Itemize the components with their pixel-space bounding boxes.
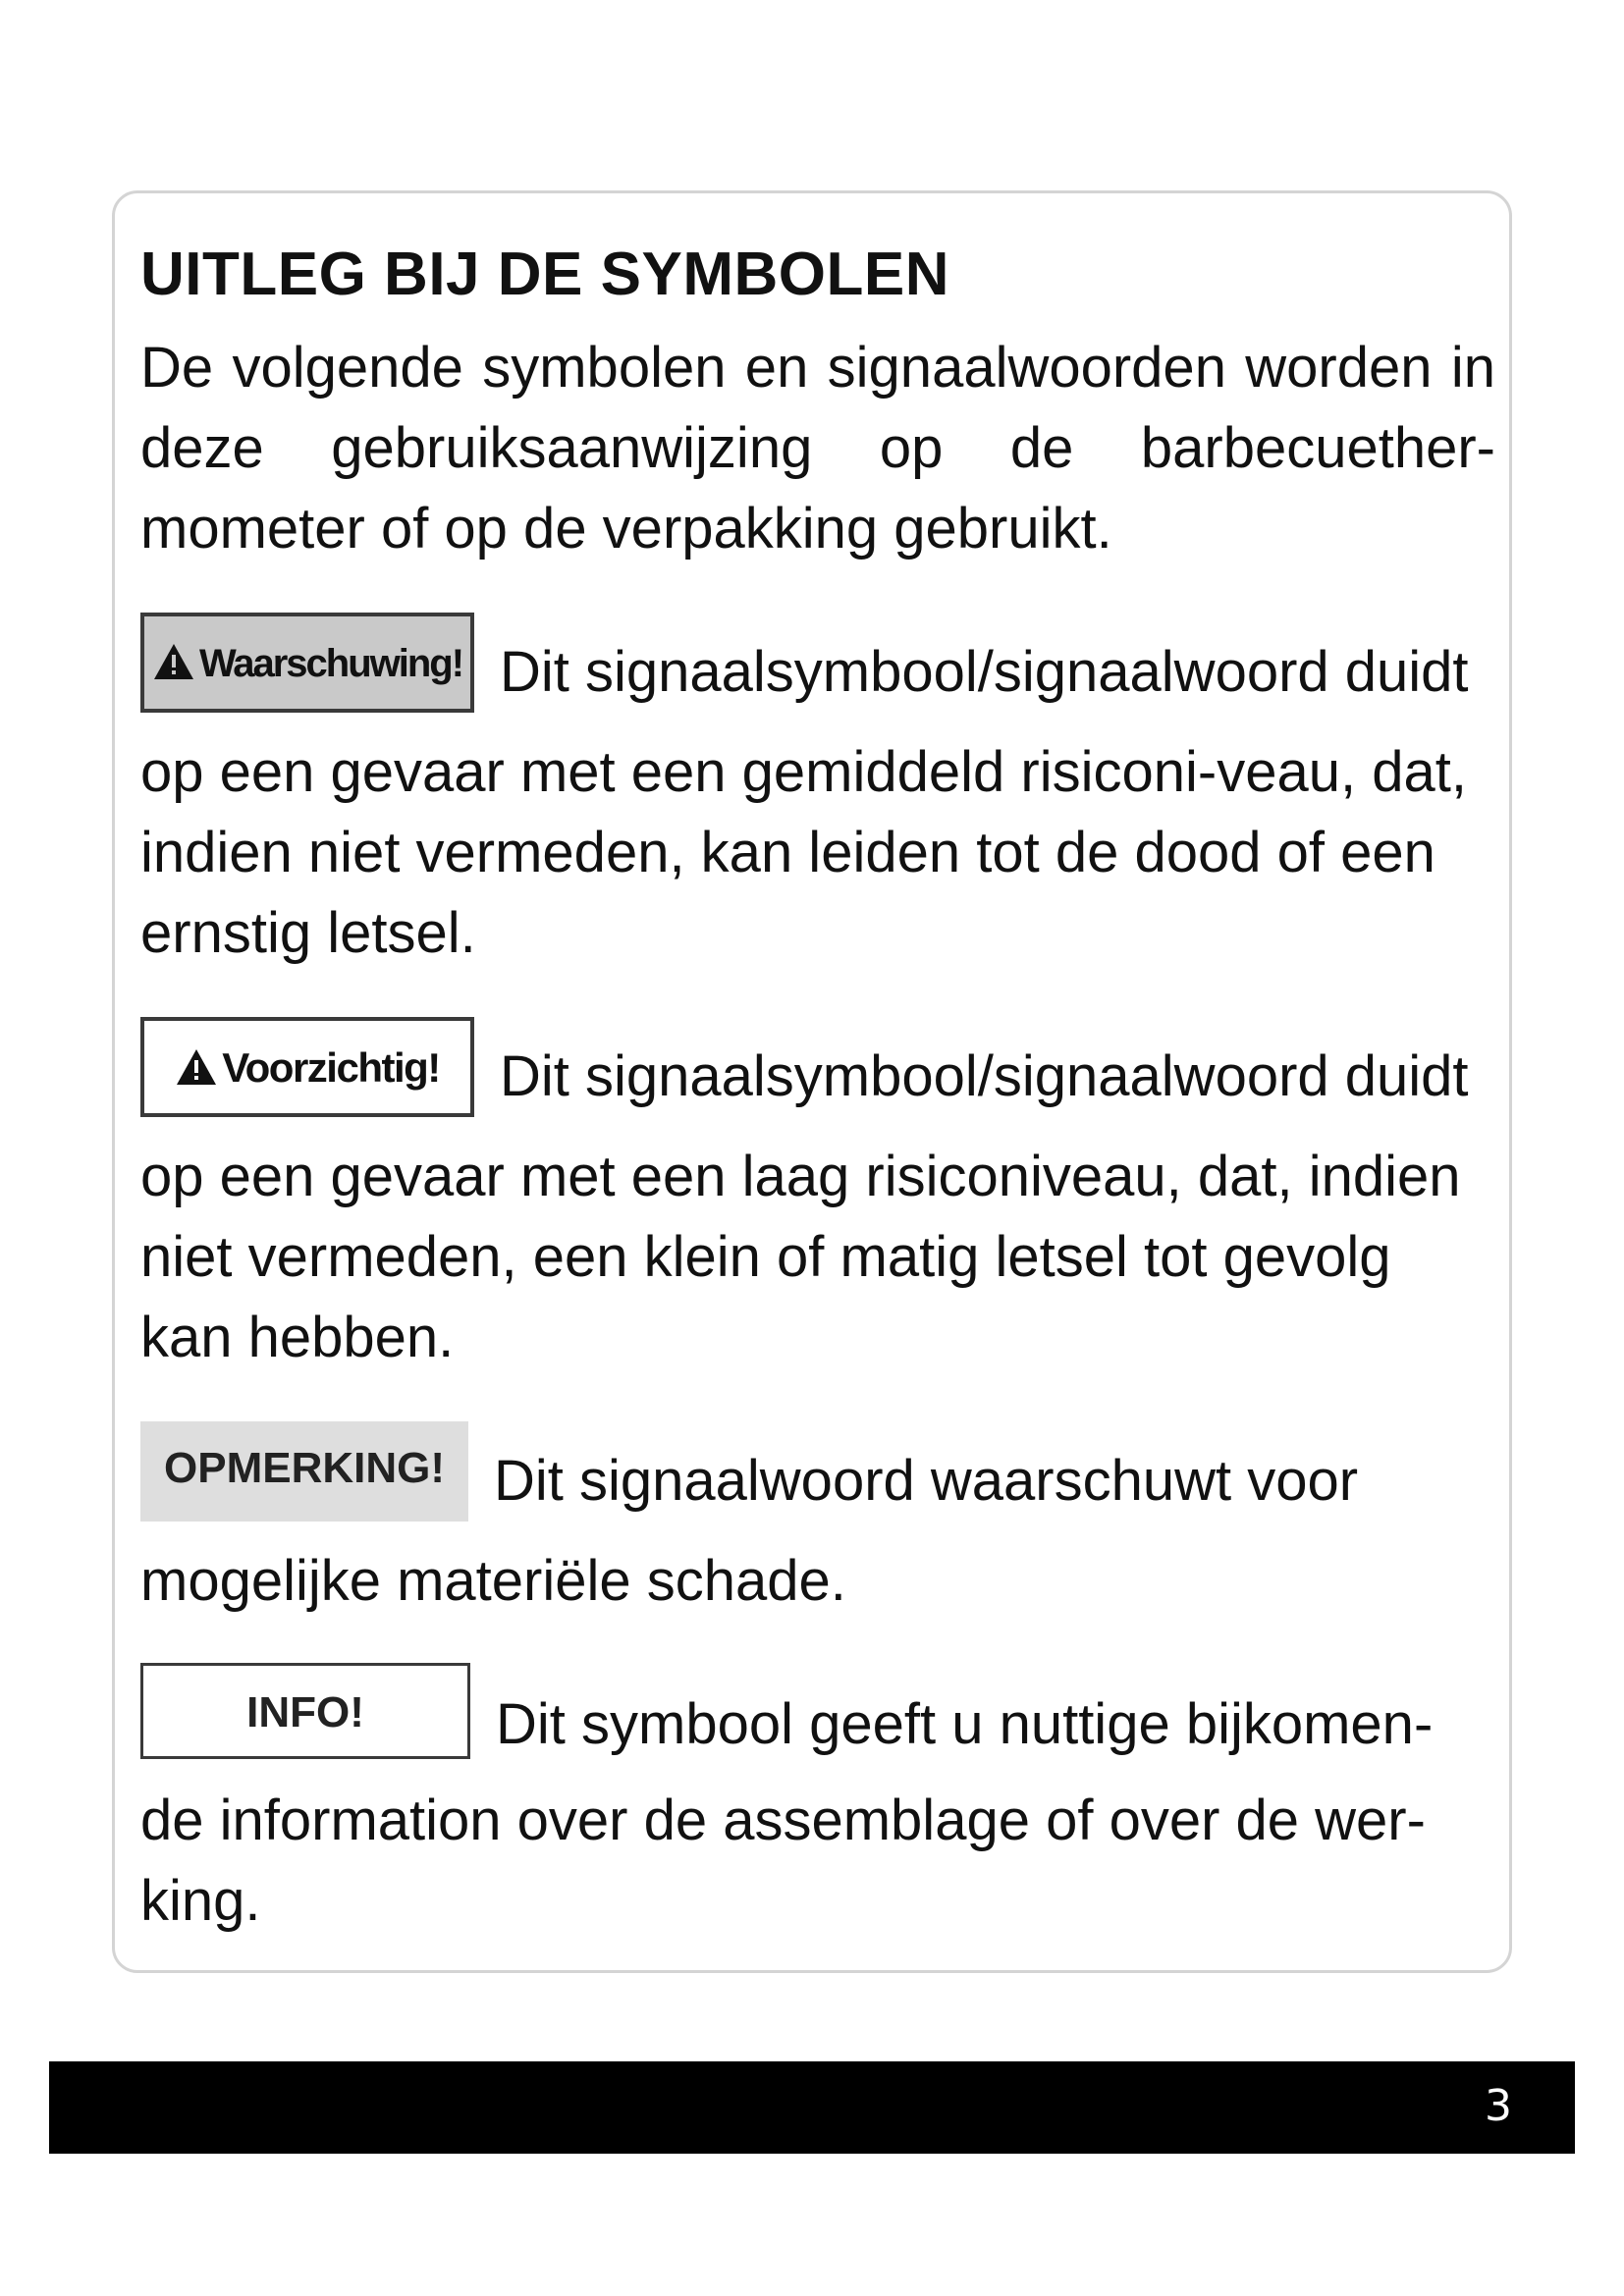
warning-triangle-icon xyxy=(175,1047,218,1087)
symbol-entry-warning xyxy=(140,632,1495,974)
symbols-explanation-content xyxy=(140,236,1535,1942)
notice-badge: OPMERKING! xyxy=(140,1421,468,1522)
info-description: Dit symbool geeft u nuttige bijkomen-de information over de assemblage of over de wer-king. xyxy=(140,1692,1434,1933)
warning-triangle-icon xyxy=(152,642,195,681)
caution-description: Dit signaalsymbool/signaalwoord duidt op een gevaar met een laag risiconiveau, dat, indien niet vermeden, een klein of matig letsel tot gevolg kan hebben. xyxy=(140,1044,1469,1369)
warning-description: Dit signaalsymbool/signaalwoord duidt op een gevaar met een gemiddeld risiconi-veau, dat, indien niet vermeden, kan leiden tot de dood of een ernstig letsel. xyxy=(140,640,1469,965)
intro-paragraph: De volgende symbolen en signaalwoorden worden in deze gebruiksaanwijzing op de barbecuether-mometer of op de verpakking gebruikt. xyxy=(140,336,1495,561)
symbol-entry-notice xyxy=(140,1441,1495,1622)
caution-badge-label: Voorzichtig! xyxy=(222,1044,440,1091)
warning-badge-label: Waarschuwing! xyxy=(198,642,463,685)
page-number: 3 xyxy=(1485,2081,1512,2131)
warning-badge xyxy=(140,613,474,713)
section-title: UITLEG BIJ DE SYMBOLEN xyxy=(140,240,949,308)
caution-badge xyxy=(140,1017,474,1117)
info-badge: INFO! xyxy=(140,1663,470,1759)
footer-bar xyxy=(49,2061,1575,2154)
notice-description: Dit signaalwoord waarschuwt voor mogelijke materiële schade. xyxy=(140,1449,1359,1613)
symbol-entry-caution xyxy=(140,1037,1495,1378)
symbol-entry-info xyxy=(140,1684,1495,1942)
